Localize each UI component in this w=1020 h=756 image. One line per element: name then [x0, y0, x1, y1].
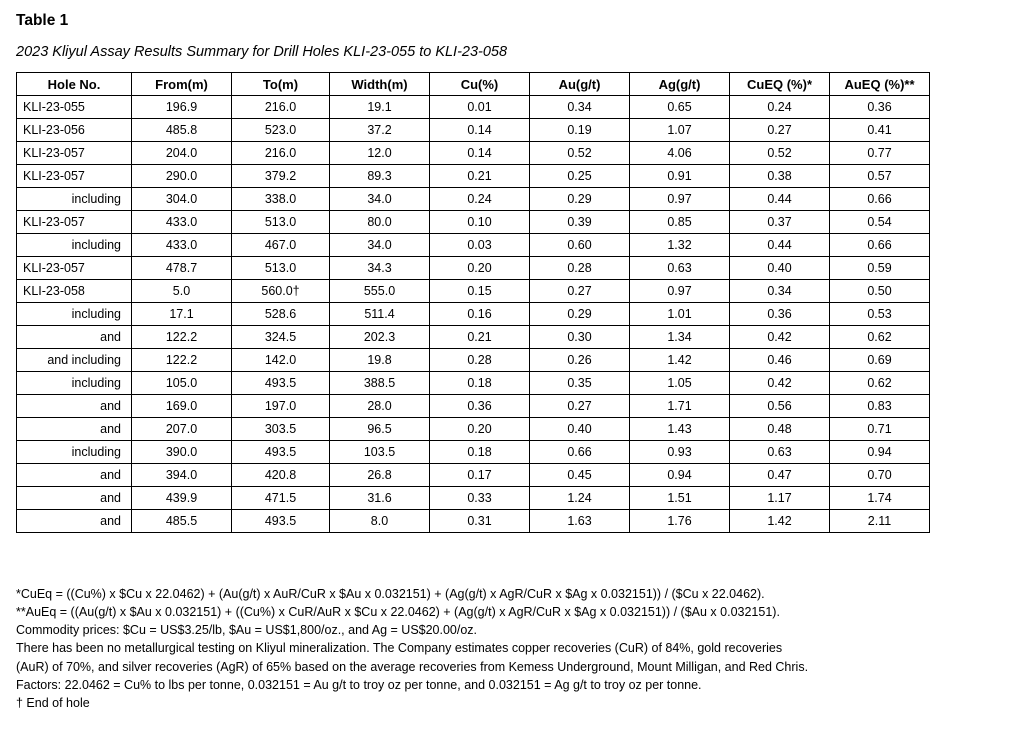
column-header-from: From(m)	[132, 73, 232, 96]
cell-hole-no: KLI-23-057	[17, 211, 132, 234]
cell-value: 1.51	[630, 487, 730, 510]
cell-value: 0.38	[730, 165, 830, 188]
cell-value: 555.0	[330, 280, 430, 303]
column-header-au: Au(g/t)	[530, 73, 630, 96]
footnote-line: Commodity prices: $Cu = US$3.25/lb, $Au = US$1,800/oz., and Ag = US$20.00/oz.	[16, 623, 478, 638]
cell-value: 4.06	[630, 142, 730, 165]
cell-value: 0.63	[630, 257, 730, 280]
cell-value: 0.57	[830, 165, 930, 188]
cell-value: 0.94	[630, 464, 730, 487]
column-header-to: To(m)	[232, 73, 330, 96]
cell-value: 0.17	[430, 464, 530, 487]
cell-hole-no: including	[17, 303, 132, 326]
cell-value: 19.8	[330, 349, 430, 372]
table-row	[17, 303, 930, 326]
cell-value: 80.0	[330, 211, 430, 234]
cell-value: 122.2	[132, 326, 232, 349]
column-header-width: Width(m)	[330, 73, 430, 96]
cell-value: 0.24	[730, 96, 830, 119]
table-header-row	[17, 73, 930, 96]
cell-value: 0.52	[730, 142, 830, 165]
cell-value: 0.35	[530, 372, 630, 395]
table-row	[17, 257, 930, 280]
cell-value: 0.62	[830, 372, 930, 395]
cell-value: 0.16	[430, 303, 530, 326]
cell-value: 96.5	[330, 418, 430, 441]
cell-value: 122.2	[132, 349, 232, 372]
cell-value: 0.45	[530, 464, 630, 487]
page-title: Table 1	[16, 12, 69, 29]
cell-value: 89.3	[330, 165, 430, 188]
cell-value: 513.0	[232, 257, 330, 280]
assay-results-table	[16, 72, 930, 533]
cell-value: 0.18	[430, 372, 530, 395]
cell-value: 0.93	[630, 441, 730, 464]
cell-value: 207.0	[132, 418, 232, 441]
footnote-line: There has been no metallurgical testing on Kliyul mineralization. The Company estimates copper recoveries (CuR) of 84%, gold recoveries	[16, 641, 783, 656]
cell-value: 471.5	[232, 487, 330, 510]
cell-value: 8.0	[330, 510, 430, 533]
cell-value: 0.53	[830, 303, 930, 326]
cell-value: 0.97	[630, 188, 730, 211]
cell-value: 0.44	[730, 188, 830, 211]
cell-value: 420.8	[232, 464, 330, 487]
cell-value: 513.0	[232, 211, 330, 234]
cell-value: 0.36	[730, 303, 830, 326]
cell-value: 0.77	[830, 142, 930, 165]
cell-value: 0.41	[830, 119, 930, 142]
cell-value: 1.07	[630, 119, 730, 142]
cell-hole-no: KLI-23-055	[17, 96, 132, 119]
cell-value: 1.71	[630, 395, 730, 418]
cell-value: 0.40	[530, 418, 630, 441]
cell-value: 0.03	[430, 234, 530, 257]
cell-value: 1.32	[630, 234, 730, 257]
table-row	[17, 211, 930, 234]
footnote-line: *CuEq = ((Cu%) x $Cu x 22.0462) + (Au(g/t) x AuR/CuR x $Au x 0.032151) + (Ag(g/t) x AgR/CuR x $Ag x 0.032151)) / ($Cu x 22.0462).	[16, 587, 765, 601]
cell-value: 12.0	[330, 142, 430, 165]
cell-value: 34.0	[330, 234, 430, 257]
cell-value: 204.0	[132, 142, 232, 165]
cell-value: 433.0	[132, 234, 232, 257]
cell-value: 0.66	[530, 441, 630, 464]
cell-value: 0.83	[830, 395, 930, 418]
cell-value: 0.65	[630, 96, 730, 119]
cell-value: 324.5	[232, 326, 330, 349]
cell-value: 19.1	[330, 96, 430, 119]
cell-value: 0.27	[530, 395, 630, 418]
table-body	[17, 96, 930, 533]
cell-value: 0.34	[730, 280, 830, 303]
table-row	[17, 372, 930, 395]
cell-value: 5.0	[132, 280, 232, 303]
cell-value: 338.0	[232, 188, 330, 211]
cell-value: 0.29	[530, 188, 630, 211]
cell-value: 169.0	[132, 395, 232, 418]
table-row	[17, 326, 930, 349]
cell-value: 0.91	[630, 165, 730, 188]
cell-hole-no: including	[17, 441, 132, 464]
cell-value: 0.37	[730, 211, 830, 234]
cell-value: 1.74	[830, 487, 930, 510]
cell-value: 0.44	[730, 234, 830, 257]
cell-value: 103.5	[330, 441, 430, 464]
cell-hole-no: and	[17, 487, 132, 510]
cell-value: 433.0	[132, 211, 232, 234]
cell-value: 560.0†	[232, 280, 330, 303]
cell-value: 216.0	[232, 96, 330, 119]
cell-value: 379.2	[232, 165, 330, 188]
cell-hole-no: including	[17, 188, 132, 211]
table-subtitle: 2023 Kliyul Assay Results Summary for Drill Holes KLI-23-055 to KLI-23-058	[16, 44, 508, 60]
cell-value: 0.50	[830, 280, 930, 303]
cell-value: 0.36	[830, 96, 930, 119]
cell-value: 0.47	[730, 464, 830, 487]
cell-value: 1.42	[730, 510, 830, 533]
cell-hole-no: and	[17, 326, 132, 349]
cell-hole-no: KLI-23-057	[17, 165, 132, 188]
cell-value: 0.54	[830, 211, 930, 234]
cell-value: 388.5	[330, 372, 430, 395]
cell-value: 290.0	[132, 165, 232, 188]
cell-value: 0.29	[530, 303, 630, 326]
cell-value: 485.8	[132, 119, 232, 142]
cell-value: 1.01	[630, 303, 730, 326]
cell-value: 202.3	[330, 326, 430, 349]
footnote-line: Factors: 22.0462 = Cu% to lbs per tonne, 0.032151 = Au g/t to troy oz per tonne, and 0.032151 = Ag g/t to troy oz per tonne.	[16, 677, 702, 692]
table-row	[17, 464, 930, 487]
cell-value: 0.63	[730, 441, 830, 464]
cell-value: 1.43	[630, 418, 730, 441]
cell-value: 439.9	[132, 487, 232, 510]
cell-value: 34.0	[330, 188, 430, 211]
cell-value: 0.20	[430, 257, 530, 280]
cell-value: 0.39	[530, 211, 630, 234]
cell-value: 0.66	[830, 188, 930, 211]
table-row	[17, 188, 930, 211]
cell-hole-no: KLI-23-058	[17, 280, 132, 303]
cell-value: 0.59	[830, 257, 930, 280]
cell-hole-no: KLI-23-057	[17, 142, 132, 165]
cell-value: 1.17	[730, 487, 830, 510]
cell-value: 0.15	[430, 280, 530, 303]
table-row	[17, 510, 930, 533]
cell-value: 1.24	[530, 487, 630, 510]
table-row	[17, 96, 930, 119]
cell-value: 0.28	[430, 349, 530, 372]
cell-value: 467.0	[232, 234, 330, 257]
cell-value: 0.18	[430, 441, 530, 464]
cell-value: 493.5	[232, 510, 330, 533]
cell-hole-no: and	[17, 418, 132, 441]
footnote-line: **AuEq = ((Au(g/t) x $Au x 0.032151) + ((Cu%) x CuR/AuR x $Cu x 22.0462) + (Ag(g/t) x AgR/CuR x $Ag x 0.032151)) / ($Au x 0.032151).	[16, 605, 780, 620]
column-header-ag: Ag(g/t)	[630, 73, 730, 96]
cell-value: 0.33	[430, 487, 530, 510]
table-row	[17, 142, 930, 165]
column-header-hole-no: Hole No.	[17, 73, 132, 96]
cell-hole-no: and including	[17, 349, 132, 372]
cell-value: 528.6	[232, 303, 330, 326]
cell-value: 0.14	[430, 119, 530, 142]
cell-value: 0.42	[730, 326, 830, 349]
cell-value: 0.27	[730, 119, 830, 142]
table-row	[17, 395, 930, 418]
cell-value: 0.85	[630, 211, 730, 234]
cell-value: 0.21	[430, 326, 530, 349]
cell-value: 0.36	[430, 395, 530, 418]
table-row	[17, 441, 930, 464]
cell-value: 0.25	[530, 165, 630, 188]
cell-value: 0.46	[730, 349, 830, 372]
column-header-cu: Cu(%)	[430, 73, 530, 96]
cell-value: 0.48	[730, 418, 830, 441]
cell-value: 0.94	[830, 441, 930, 464]
cell-value: 493.5	[232, 372, 330, 395]
cell-value: 142.0	[232, 349, 330, 372]
cell-hole-no: and	[17, 395, 132, 418]
cell-hole-no: KLI-23-057	[17, 257, 132, 280]
cell-value: 0.52	[530, 142, 630, 165]
footnote-line: (AuR) of 70%, and silver recoveries (AgR) of 65% based on the average recoveries from Kemess Underground, Mount Milligan, and Red Chris.	[16, 659, 809, 674]
cell-hole-no: KLI-23-056	[17, 119, 132, 142]
cell-value: 0.01	[430, 96, 530, 119]
cell-value: 0.19	[530, 119, 630, 142]
cell-value: 0.20	[430, 418, 530, 441]
cell-value: 0.62	[830, 326, 930, 349]
cell-value: 216.0	[232, 142, 330, 165]
cell-value: 31.6	[330, 487, 430, 510]
cell-value: 0.42	[730, 372, 830, 395]
cell-value: 478.7	[132, 257, 232, 280]
table-row	[17, 349, 930, 372]
cell-value: 17.1	[132, 303, 232, 326]
cell-value: 0.10	[430, 211, 530, 234]
cell-value: 2.11	[830, 510, 930, 533]
cell-value: 511.4	[330, 303, 430, 326]
cell-value: 303.5	[232, 418, 330, 441]
table-row	[17, 487, 930, 510]
cell-value: 26.8	[330, 464, 430, 487]
cell-value: 1.05	[630, 372, 730, 395]
column-header-cueq: CuEQ (%)*	[730, 73, 830, 96]
cell-value: 28.0	[330, 395, 430, 418]
cell-value: 105.0	[132, 372, 232, 395]
cell-value: 0.60	[530, 234, 630, 257]
table-row	[17, 280, 930, 303]
cell-value: 196.9	[132, 96, 232, 119]
cell-value: 0.30	[530, 326, 630, 349]
cell-value: 1.76	[630, 510, 730, 533]
table-row	[17, 418, 930, 441]
cell-value: 0.24	[430, 188, 530, 211]
cell-value: 0.21	[430, 165, 530, 188]
cell-value: 197.0	[232, 395, 330, 418]
cell-value: 0.40	[730, 257, 830, 280]
cell-hole-no: including	[17, 234, 132, 257]
cell-value: 37.2	[330, 119, 430, 142]
cell-value: 0.69	[830, 349, 930, 372]
cell-value: 0.56	[730, 395, 830, 418]
cell-value: 0.66	[830, 234, 930, 257]
cell-value: 485.5	[132, 510, 232, 533]
column-header-aueq: AuEQ (%)**	[830, 73, 930, 96]
cell-value: 0.34	[530, 96, 630, 119]
footnote-line: † End of hole	[16, 695, 90, 710]
table-row	[17, 234, 930, 257]
cell-value: 1.63	[530, 510, 630, 533]
cell-value: 34.3	[330, 257, 430, 280]
cell-value: 0.26	[530, 349, 630, 372]
cell-value: 1.42	[630, 349, 730, 372]
cell-value: 523.0	[232, 119, 330, 142]
cell-value: 0.28	[530, 257, 630, 280]
cell-hole-no: and	[17, 464, 132, 487]
cell-value: 0.14	[430, 142, 530, 165]
cell-value: 1.34	[630, 326, 730, 349]
cell-value: 0.97	[630, 280, 730, 303]
cell-value: 0.31	[430, 510, 530, 533]
cell-value: 0.27	[530, 280, 630, 303]
table-row	[17, 165, 930, 188]
cell-value: 304.0	[132, 188, 232, 211]
cell-value: 390.0	[132, 441, 232, 464]
cell-hole-no: and	[17, 510, 132, 533]
cell-hole-no: including	[17, 372, 132, 395]
cell-value: 394.0	[132, 464, 232, 487]
table-row	[17, 119, 930, 142]
cell-value: 0.70	[830, 464, 930, 487]
cell-value: 493.5	[232, 441, 330, 464]
cell-value: 0.71	[830, 418, 930, 441]
footnotes	[16, 585, 1006, 712]
